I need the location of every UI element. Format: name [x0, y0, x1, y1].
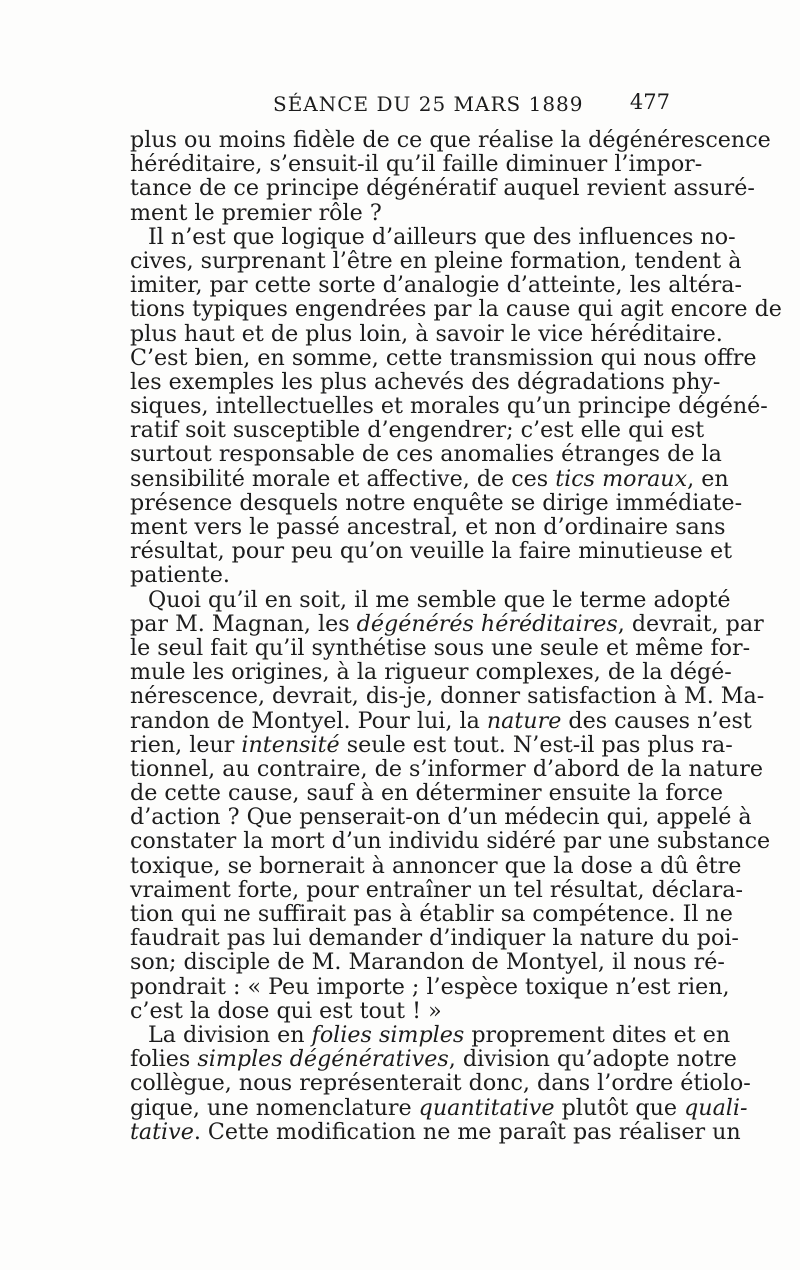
- text-line: [130, 563, 673, 587]
- italic-text: intensité: [241, 731, 340, 758]
- text-segment: résultat, pour peu qu’on veuille la faire minutieuse et: [130, 538, 732, 565]
- text-segment: par M. Magnan, les: [130, 610, 357, 637]
- page-header: [0, 92, 800, 122]
- text-segment: pondrait : « Peu importe ; l’espèce toxique n’est rien,: [130, 973, 730, 1000]
- italic-text: quantitative: [418, 1094, 555, 1121]
- text-segment: surtout responsable de ces anomalies étranges de la: [130, 441, 722, 468]
- text-line: [130, 683, 765, 710]
- text-segment: siques, intellectuelles et morales qu’un principe dégéné-: [130, 393, 768, 420]
- text-line: [130, 949, 725, 976]
- text-line: [130, 610, 764, 637]
- text-segment: folies: [130, 1046, 198, 1073]
- italic-text: folies simples: [311, 1021, 465, 1048]
- text-segment: les exemples les plus achevés des dégradations phy-: [130, 368, 721, 395]
- text-segment: collègue, nous représenterait donc, dans l’ordre étiolo-: [130, 1070, 751, 1097]
- text-segment: présence desquels notre enquête se dirige immédiate-: [130, 489, 743, 516]
- text-line: [130, 1070, 751, 1097]
- text-segment: ment le premier rôle ?: [130, 199, 382, 226]
- text-line: [130, 1118, 741, 1145]
- text-segment: seule est tout. N’est-il pas plus ra-: [339, 731, 733, 758]
- text-segment: constater la mort d’un individu sidéré par une substance: [130, 828, 771, 855]
- text-line: [130, 707, 752, 734]
- text-line: [130, 151, 703, 178]
- text-line: [130, 659, 732, 686]
- text-segment: Quoi qu’il en soit, il me semble que le terme adopté: [148, 586, 731, 613]
- text-segment: randon de Montyel. Pour lui, la: [130, 707, 487, 734]
- text-segment: cives, surprenant l’être en pleine formation, tendent à: [130, 247, 742, 274]
- text-segment: tions typiques engendrées par la cause qui agit encore de: [130, 296, 782, 323]
- text-line: [130, 586, 731, 613]
- text-segment: plutôt que: [554, 1094, 685, 1121]
- text-segment: des causes n’est: [561, 707, 752, 734]
- text-line: [130, 201, 673, 225]
- text-segment: faudrait pas lui demander d’indiquer la nature du poi-: [130, 925, 739, 952]
- text-line: [130, 828, 771, 855]
- text-segment: rien, leur: [130, 731, 242, 758]
- running-title: SÉANCE DU 25 MARS 1889: [273, 92, 584, 116]
- text-segment: . Cette modification ne me paraît pas réaliser un: [193, 1118, 741, 1145]
- text-segment: gique, une nomenclature: [130, 1094, 419, 1121]
- text-line: [130, 634, 751, 661]
- text-segment: Il n’est que logique d’ailleurs que des influences no-: [148, 223, 736, 250]
- italic-text: dégénérés héréditaires: [356, 610, 618, 637]
- text-segment: ment vers le passé ancestral, et non d’ordinaire sans: [130, 514, 726, 540]
- text-line: [130, 296, 782, 323]
- text-segment: d’action ? Que penserait-on d’un médecin qui, appelé à: [130, 804, 752, 831]
- italic-text: tative: [130, 1118, 194, 1145]
- text-segment: ratif soit susceptible d’engendrer; c’est elle qui est: [130, 417, 705, 444]
- text-segment: c’est la dose qui est tout ! »: [130, 997, 442, 1024]
- italic-text: tics moraux: [555, 465, 688, 492]
- text-line: [130, 393, 768, 420]
- text-line: [130, 999, 673, 1023]
- text-segment: plus ou moins fidèle de ce que réalise la dégénérescence: [130, 127, 771, 153]
- text-line: [130, 538, 732, 565]
- text-segment: tionnel, au contraire, de s’informer d’abord de la nature: [130, 755, 763, 782]
- italic-text: quali-: [684, 1094, 748, 1121]
- body-text: [130, 127, 782, 1145]
- text-line: [130, 876, 743, 903]
- text-line: [130, 901, 733, 927]
- text-segment: tion qui ne suffirait pas à établir sa compétence. Il ne: [130, 901, 733, 927]
- page-number: 477: [629, 90, 670, 114]
- text-segment: C’est bien, en somme, cette transmission qui nous offre: [130, 344, 757, 371]
- text-line: [130, 1046, 737, 1073]
- text-segment: proprement dites et en: [464, 1021, 731, 1048]
- text-segment: imiter, par cette sorte d’analogie d’atteinte, les altéra-: [130, 272, 742, 299]
- text-line: [130, 731, 733, 758]
- text-segment: de cette cause, sauf à en déterminer ensuite la force: [130, 780, 724, 807]
- text-segment: héréditaire, s’ensuit-il qu’il faille diminuer l’impor-: [130, 151, 703, 178]
- text-segment: patiente.: [130, 562, 230, 589]
- text-line: [130, 925, 739, 952]
- text-segment: , devrait, par: [617, 610, 764, 637]
- text-line: [130, 127, 771, 153]
- text-line: [130, 755, 763, 782]
- text-segment: son; disciple de M. Marandon de Montyel, il nous ré-: [130, 949, 725, 976]
- text-segment: tance de ce principe dégénératif auquel revient assuré-: [130, 175, 755, 202]
- text-segment: toxique, se bornerait à annoncer que la dose a dû être: [130, 852, 742, 879]
- text-line: [130, 272, 742, 299]
- text-line: [130, 368, 721, 395]
- text-line: [130, 320, 723, 347]
- text-line: [130, 175, 755, 202]
- text-segment: vraiment forte, pour entraîner un tel résultat, déclara-: [130, 876, 743, 903]
- italic-text: nature: [486, 707, 562, 734]
- text-line: [130, 852, 742, 879]
- text-segment: La division en: [148, 1021, 312, 1048]
- text-segment: , en: [687, 465, 729, 492]
- italic-text: simples dégénératives: [197, 1046, 449, 1073]
- text-line: [130, 465, 729, 492]
- text-line: [130, 223, 736, 250]
- text-segment: plus haut et de plus loin, à savoir le vice héréditaire.: [130, 320, 723, 347]
- text-segment: mule les origines, à la rigueur complexes, de la dégé-: [130, 659, 732, 686]
- text-line: [130, 780, 724, 807]
- text-line: [130, 804, 752, 831]
- text-line: [130, 441, 722, 468]
- text-line: [130, 1021, 731, 1048]
- text-segment: nérescence, devrait, dis-je, donner satisfaction à M. Ma-: [130, 683, 765, 710]
- text-segment: le seul fait qu’il synthétise sous une seule et même for-: [130, 634, 751, 661]
- text-line: [130, 417, 705, 444]
- text-segment: sensibilité morale et affective, de ces: [130, 465, 556, 492]
- text-line: [130, 489, 743, 516]
- text-line: [130, 247, 742, 274]
- text-line: [130, 973, 730, 1000]
- text-line: [130, 514, 726, 540]
- text-line: [130, 1094, 748, 1121]
- text-segment: , division qu’adopte notre: [448, 1046, 737, 1073]
- text-line: [130, 344, 757, 371]
